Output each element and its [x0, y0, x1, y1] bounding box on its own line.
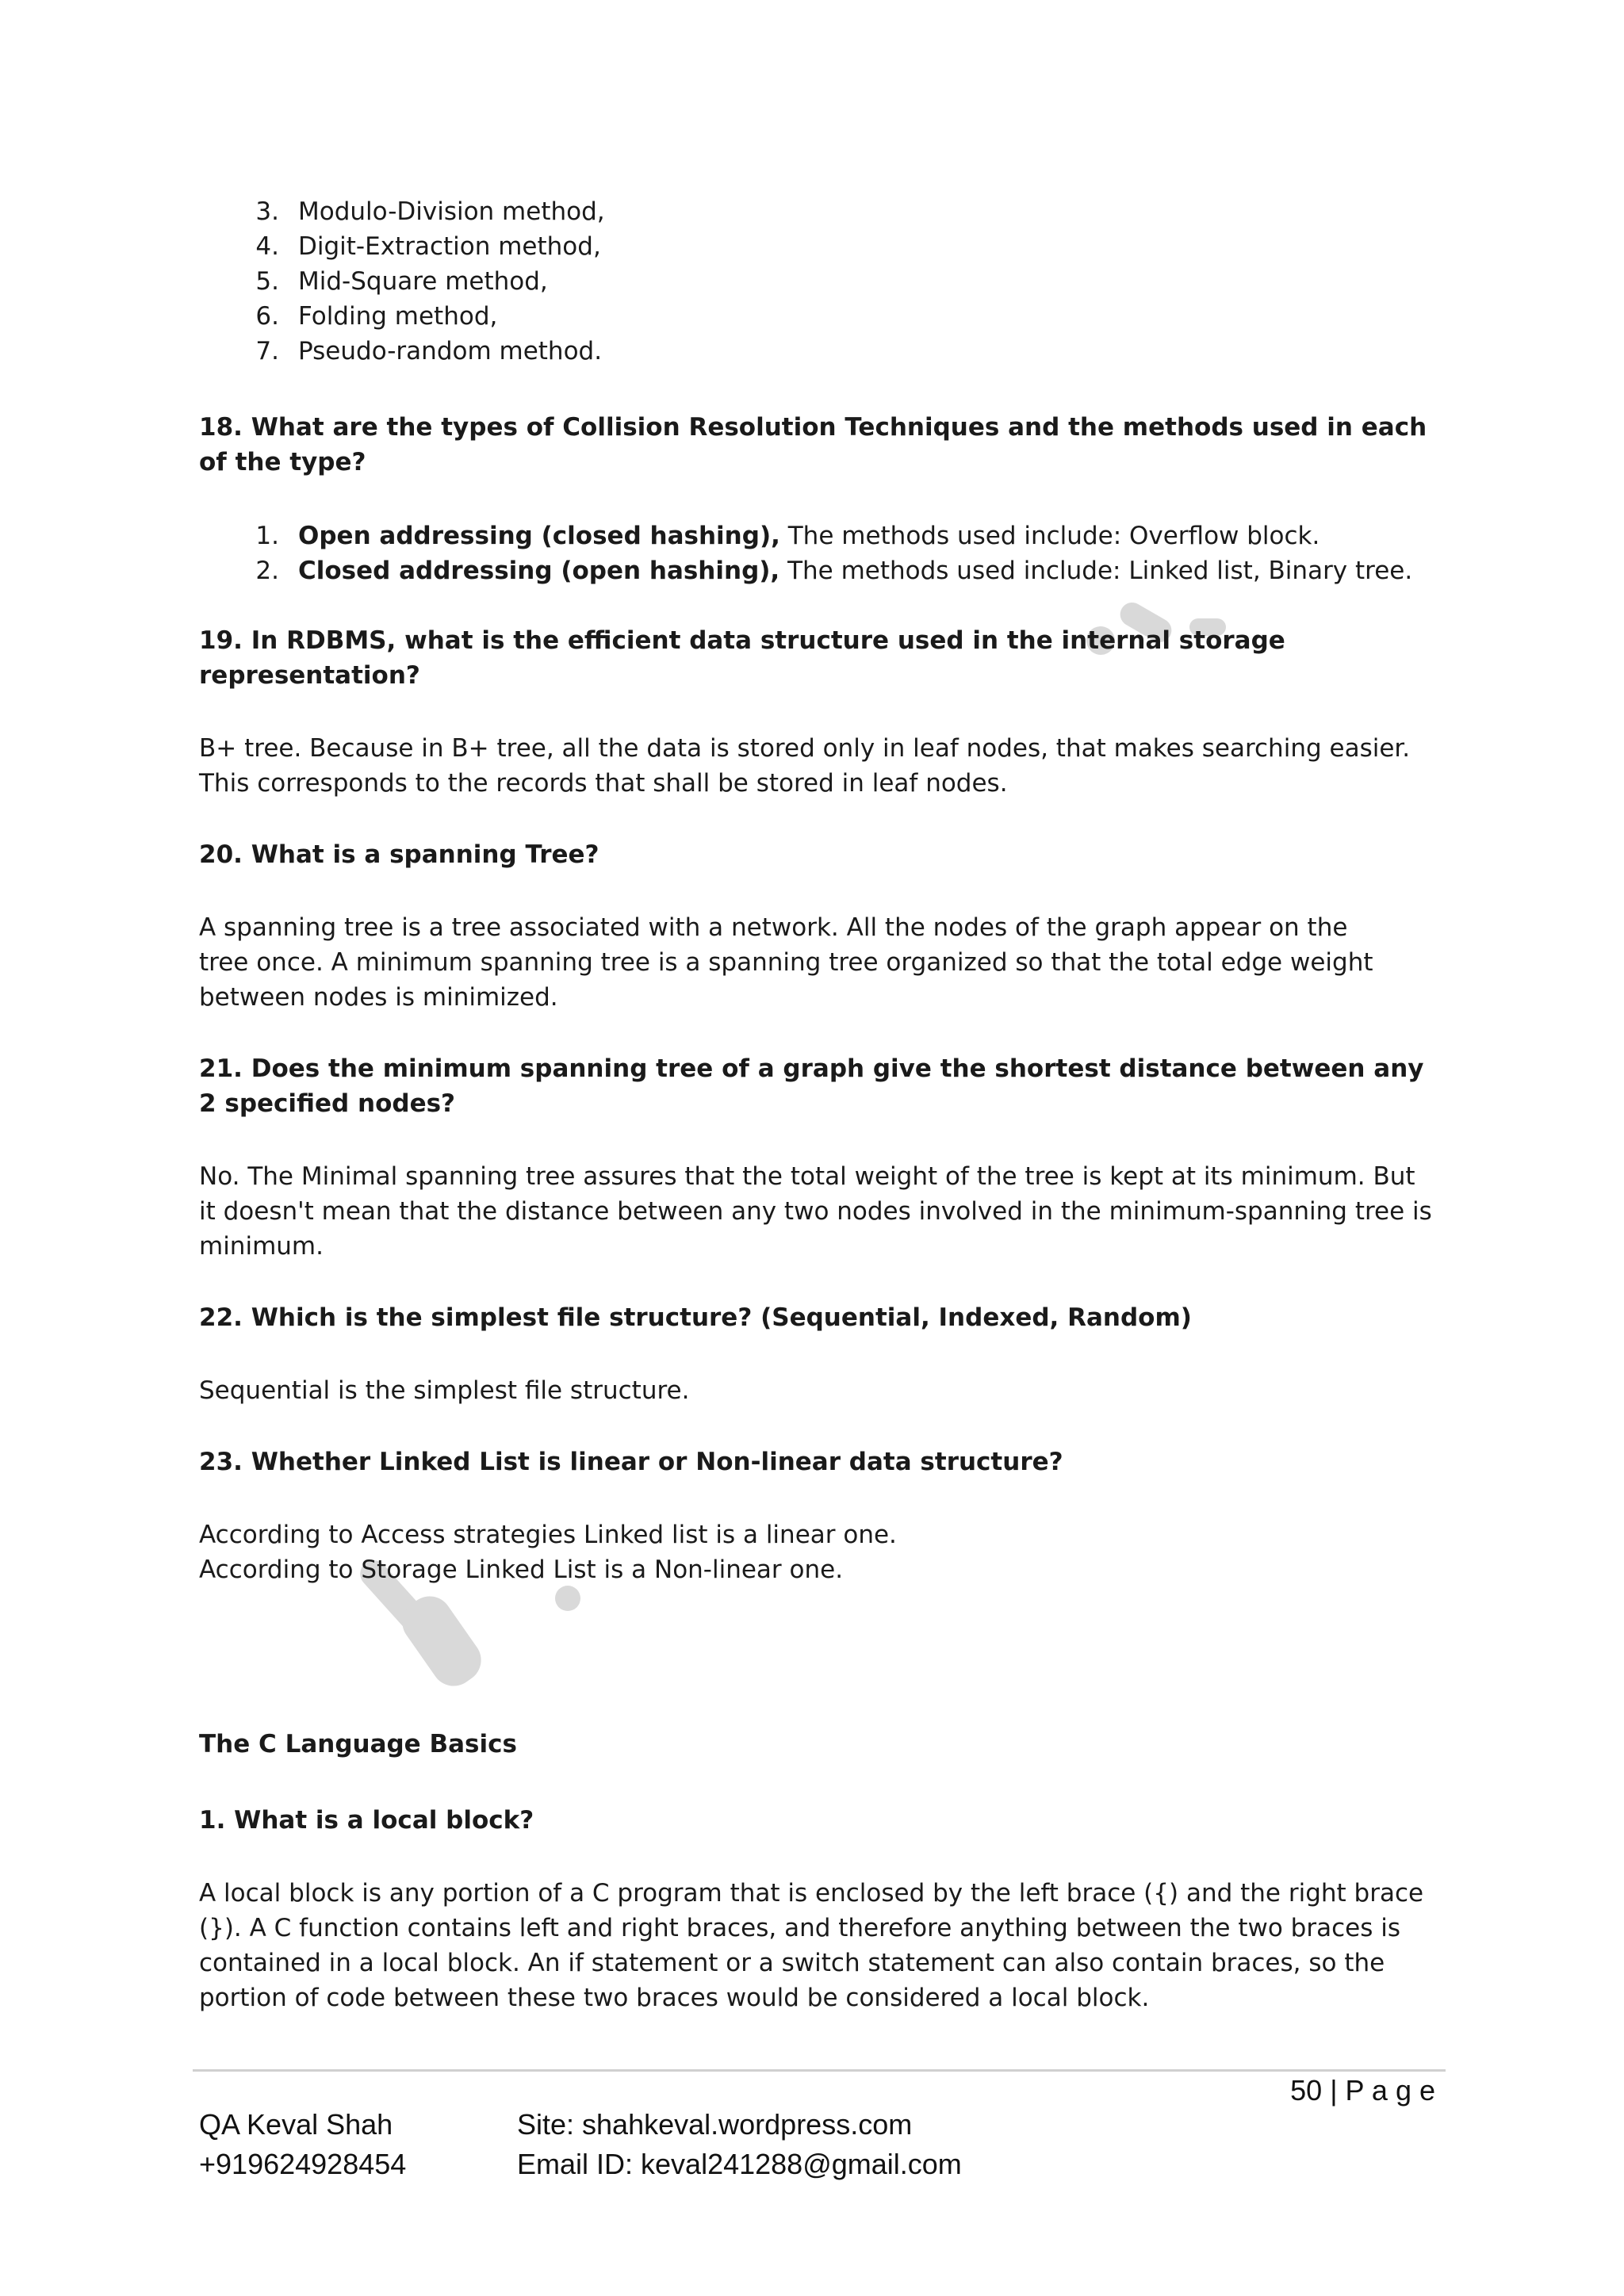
list-item: 6. Folding method,: [255, 302, 498, 331]
answer-20: A spanning tree is a tree associated with a network. All the nodes of the graph appear on the tree once. A minimum spanning tree is a spanning tree organized so that the total edge weight between nodes is minimized.: [199, 913, 1373, 1012]
answer-c1: A local block is any portion of a C program that is enclosed by the left brace ({) and the right brace (}). A C function contains left and right braces, and therefore anything between the two braces is contained in a local block. An if statement or a switch statement can also contain braces, so the portion of code between these two braces would be considered a local block.: [199, 1879, 1424, 2012]
list-item: 1. Open addressing (closed hashing), The methods used include: Overflow block.: [255, 522, 1320, 550]
list-item: 3. Modulo-Division method,: [255, 197, 605, 226]
list-item: 5. Mid-Square method,: [255, 267, 548, 296]
footer-contact: [199, 2105, 406, 2184]
answer-21: No. The Minimal spanning tree assures that the total weight of the tree is kept at its minimum. But it doesn't mean that the distance between any two nodes involved in the minimum-spanning tree is minimum.: [199, 1162, 1432, 1261]
question-21: 21. Does the minimum spanning tree of a graph give the shortest distance between any 2 specified nodes?: [199, 1054, 1424, 1118]
answer-23-line2: According to Storage Linked List is a Non-linear one.: [199, 1556, 844, 1584]
footer-links: [517, 2105, 962, 2184]
hashing-methods-list: [199, 194, 1436, 369]
footer-divider: [193, 2069, 1446, 2072]
site-link: Site: shahkeval.wordpress.com: [517, 2108, 913, 2141]
question-20: 20. What is a spanning Tree?: [199, 840, 599, 869]
question-22: 22. Which is the simplest file structure? (Sequential, Indexed, Random): [199, 1303, 1192, 1332]
question-c1: 1. What is a local block?: [199, 1806, 534, 1835]
list-item: 4. Digit-Extraction method,: [255, 232, 601, 261]
question-18: 18. What are the types of Collision Resolution Techniques and the methods used in each of the type?: [199, 413, 1427, 476]
list-item: 7. Pseudo-random method.: [255, 337, 603, 365]
page-number: 50 | P a g e: [1290, 2074, 1435, 2107]
page-content: [199, 194, 1436, 2015]
question-23: 23. Whether Linked List is linear or Non-linear data structure?: [199, 1448, 1063, 1476]
author-name: QA Keval Shah: [199, 2108, 393, 2141]
answer-23-line1: According to Access strategies Linked list is a linear one.: [199, 1521, 897, 1549]
section-title: The C Language Basics: [199, 1730, 517, 1758]
email-address: Email ID: keval241288@gmail.com: [517, 2148, 962, 2180]
collision-techniques-list: [199, 519, 1436, 588]
answer-22: Sequential is the simplest file structure.: [199, 1376, 690, 1405]
question-19: 19. In RDBMS, what is the efficient data structure used in the internal storage representation?: [199, 626, 1285, 690]
author-phone: +919624928454: [199, 2148, 407, 2180]
list-item: 2. Closed addressing (open hashing), The methods used include: Linked list, Binary tree.: [255, 557, 1413, 585]
answer-19: B+ tree. Because in B+ tree, all the data is stored only in leaf nodes, that makes searching easier. This corresponds to the records that shall be stored in leaf nodes.: [199, 734, 1411, 798]
